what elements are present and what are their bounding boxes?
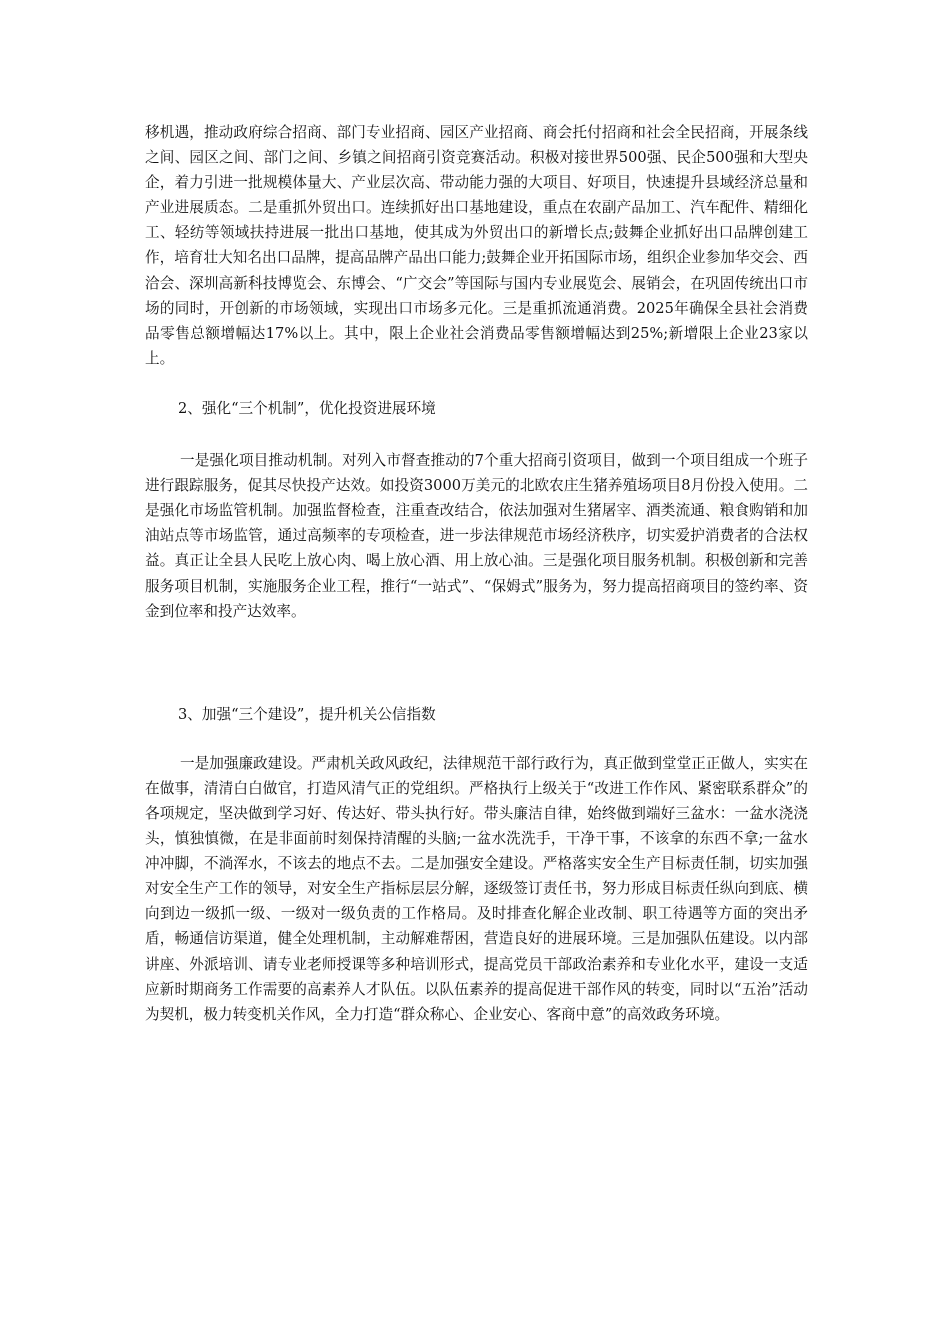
spacer bbox=[145, 727, 808, 751]
section-heading-three-mechanisms: 2、强化“三个机制”，优化投资进展环境 bbox=[178, 399, 436, 417]
spacer bbox=[145, 624, 808, 702]
paragraph-mechanisms: 一是强化项目推动机制。对列入市督查推动的7个重大招商引资项目，做到一个项目组成一个班子进行跟踪服务，促其尽快投产达效。如投资3000万美元的北欧农庄生猪养殖场项目8月份投入使用。二是强化市场监管机制。加强监督检查，注重查改结合，依法加强对生猪屠宰、酒类流通、粮食购销和加油站点等市场监管，通过高频率的专项检查，进一步法律规范市场经济秩序，切实爱护消费者的合法权益。真正让全县人民吃上放心肉、喝上放心酒、用上放心油。三是强化项目服务机制。积极创新和完善服务项目机制，实施服务企业工程，推行“一站式”、“保姆式”服务为，努力提高招商项目的签约率、资金到位率和投产达效率。 bbox=[145, 452, 808, 620]
section-heading-three-constructions: 3、加强“三个建设”，提升机关公信指数 bbox=[178, 705, 436, 723]
spacer bbox=[145, 421, 808, 448]
document-body bbox=[145, 120, 808, 1027]
paragraph-constructions: 一是加强廉政建设。严肃机关政风政纪，法律规范干部行政行为，真正做到堂堂正正做人，实实在在做事，清清白白做官，打造风清气正的党组织。严格执行上级关于“改进工作作风、紧密联系群众”的各项规定，坚决做到学习好、传达好、带头执行好。带头廉洁自律，始终做到端好三盆水：一盆水浇浇头，慎独慎微，在是非面前时刻保持清醒的头脑;一盆水洗洗手，干净干事，不该拿的东西不拿;一盆水冲冲脚，不淌浑水，不该去的地点不去。二是加强安全建设。严格落实安全生产目标责任制，切实加强对安全生产工作的领导，对安全生产指标层层分解，逐级签订责任书，努力形成目标责任纵向到底、横向到边一级抓一级、一级对一级负责的工作格局。及时排查化解企业改制、职工待遇等方面的突出矛盾，畅通信访渠道，健全处理机制，主动解难帮困，营造良好的进展环境。三是加强队伍建设。以内部讲座、外派培训、请专业老师授课等多种培训形式，提高党员干部政治素养和专业化水平，建设一支适应新时期商务工作需要的高素养人才队伍。以队伍素养的提高促进干部作风的转变，同时以“五治”活动为契机，极力转变机关作风，全力打造“群众称心、企业安心、客商中意”的高效政务环境。 bbox=[145, 754, 808, 1023]
spacer bbox=[145, 371, 808, 396]
paragraph-investment-trade-consumption: 移机遇，推动政府综合招商、部门专业招商、园区产业招商、商会托付招商和社会全民招商，开展条线之间、园区之间、部门之间、乡镇之间招商引资竞赛活动。积极对接世界500强、民企500强和大型央企，着力引进一批规模体量大、产业层次高、带动能力强的大项目、好项目，快速提升县域经济总量和产业进展质态。二是重抓外贸出口。连续抓好出口基地建设，重点在农副产品加工、汽车配件、精细化工、轻纺等领域扶持进展一批出口基地，使其成为外贸出口的新增长点;鼓舞企业抓好出口品牌创建工作，培育壮大知名出口品牌，提高品牌产品出口能力;鼓舞企业开拓国际市场，组织企业参加华交会、西洽会、深圳高新科技博览会、东博会、“广交会”等国际与国内专业展览会、展销会，在巩固传统出口市场的同时，开创新的市场领域，实现出口市场多元化。三是重抓流通消费。2025年确保全县社会消费品零售总额增幅达17%以上。其中，限上企业社会消费品零售额增幅达到25%;新增限上企业23家以上。 bbox=[145, 124, 808, 367]
